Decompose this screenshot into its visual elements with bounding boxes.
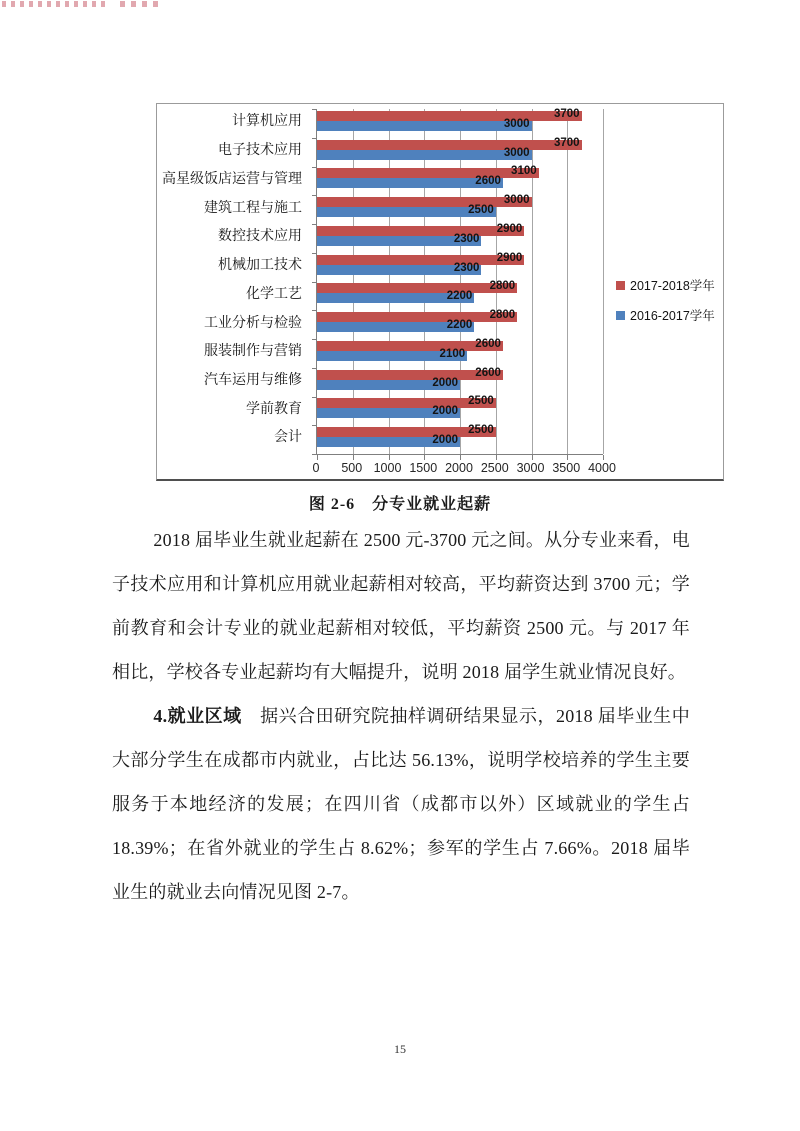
salary-bar <box>317 251 524 265</box>
bar-group <box>317 224 603 253</box>
bar-value-label: 2500 <box>468 204 494 217</box>
paragraph <box>112 694 690 914</box>
x-axis-tick <box>317 455 318 460</box>
bar-group <box>317 195 603 224</box>
watermark-remnant <box>2 1 106 7</box>
y-axis-tick <box>312 310 316 311</box>
category-label: 建筑工程与施工 <box>204 200 302 216</box>
bar-value-label: 2300 <box>453 232 480 245</box>
bar-group <box>317 339 603 368</box>
x-axis-tick <box>603 455 604 460</box>
legend-item <box>616 306 715 324</box>
x-axis <box>312 461 616 477</box>
y-axis-tick <box>312 195 316 196</box>
x-axis-tick <box>424 455 425 460</box>
bar-group <box>317 425 603 454</box>
y-axis-tick <box>312 397 316 398</box>
bar-value-label: 3000 <box>503 194 530 207</box>
salary-bar <box>317 118 532 131</box>
salary-bar <box>317 337 503 351</box>
y-axis-tick <box>312 282 316 283</box>
salary-bar <box>317 280 517 293</box>
y-axis-tick <box>312 224 316 225</box>
bar-group <box>317 253 603 282</box>
bar-group <box>317 368 603 397</box>
x-axis-label: 2500 <box>480 461 509 475</box>
salary-bar <box>317 376 460 390</box>
bar-value-label: 2000 <box>432 434 458 447</box>
bar-value-label: 2500 <box>468 395 494 408</box>
salary-bar <box>317 108 582 121</box>
gridline <box>603 109 604 454</box>
salary-bar <box>317 347 467 361</box>
category-label: 工业分析与检验 <box>204 315 302 331</box>
salary-bar <box>317 204 496 217</box>
bar-value-label: 2600 <box>475 366 501 379</box>
category-label: 数控技术应用 <box>218 229 302 245</box>
bar-value-label: 2500 <box>468 424 494 437</box>
y-axis-tick <box>312 425 316 426</box>
salary-bar <box>317 146 532 160</box>
bar-value-label: 2900 <box>496 222 523 235</box>
salary-bar <box>317 424 496 437</box>
bar-value-label: 2600 <box>475 337 501 350</box>
x-axis-tick <box>353 455 354 460</box>
bar-value-label: 3000 <box>503 118 530 130</box>
category-label: 计算机应用 <box>232 114 302 130</box>
legend-swatch-icon <box>616 281 625 290</box>
page-number: 15 <box>394 1042 406 1056</box>
x-axis-tick <box>567 455 568 460</box>
bar-value-label: 2800 <box>489 280 516 293</box>
category-label: 学前教育 <box>246 401 302 417</box>
x-axis-label: 1500 <box>409 461 438 475</box>
bar-value-label: 2300 <box>453 261 480 274</box>
bar-value-label: 2200 <box>446 290 473 303</box>
category-label: 机械加工技术 <box>218 258 302 274</box>
salary-bar <box>317 290 474 303</box>
paragraph <box>112 518 690 694</box>
bar-value-label: 2100 <box>439 347 466 360</box>
bar-group <box>317 310 603 339</box>
bar-group <box>317 109 603 138</box>
y-axis-tick <box>312 454 316 455</box>
salary-bar <box>317 261 481 275</box>
bar-group <box>317 281 603 310</box>
x-axis-label: 4000 <box>588 461 616 475</box>
legend-label: 2017-2018学年 <box>630 279 715 293</box>
x-axis-tick <box>389 455 390 460</box>
bar-value-label: 2900 <box>496 251 523 264</box>
x-axis-label: 500 <box>341 461 363 475</box>
paragraph-text: 2018 届毕业生就业起薪在 2500 元-3700 元之间。从分专业来看，电子技术应用和计算机应用就业起薪相对较高，平均薪资达到 3700 元；学前教育和会计专业的就业起薪相对较低，平均薪资 2500 元。与 2017 年相比，学校各专业起薪均有大幅提升，说明 2018 届学生就业情况良好。 <box>112 530 690 682</box>
y-axis-tick <box>312 253 316 254</box>
x-axis-label: 3500 <box>552 461 581 475</box>
x-axis-tick <box>532 455 533 460</box>
x-axis-label: 0 <box>312 461 320 475</box>
x-axis-label: 2000 <box>445 461 473 475</box>
bar-value-label: 2000 <box>432 405 458 418</box>
salary-bar <box>317 136 582 150</box>
salary-bar <box>317 175 503 188</box>
salary-bar <box>317 319 474 332</box>
paragraph-heading: 4.就业区域 <box>153 706 242 726</box>
bar-value-label: 3700 <box>553 108 580 120</box>
x-axis-label: 3000 <box>516 461 545 475</box>
salary-bar <box>317 366 503 380</box>
salary-bar <box>317 395 496 408</box>
category-label: 高星级饭店运营与管理 <box>162 171 302 187</box>
bar-value-label: 2600 <box>475 175 501 188</box>
bar-value-label: 2000 <box>432 376 458 389</box>
x-axis-tick <box>496 455 497 460</box>
salary-bar <box>317 309 517 322</box>
bar-value-label: 3100 <box>511 165 537 178</box>
salary-bar <box>317 194 532 207</box>
x-axis-label: 1000 <box>373 461 402 475</box>
body-text <box>112 518 690 914</box>
salary-bar <box>317 165 539 178</box>
category-label: 汽车运用与维修 <box>204 372 302 388</box>
salary-bar <box>317 405 460 418</box>
bar-value-label: 3700 <box>553 136 580 149</box>
bar-chart <box>156 103 724 481</box>
bar-group <box>317 166 603 195</box>
y-axis-tick <box>312 109 316 110</box>
category-label: 化学工艺 <box>246 286 302 302</box>
x-axis-tick <box>460 455 461 460</box>
y-axis-tick <box>312 368 316 369</box>
category-label: 会计 <box>274 430 302 446</box>
bar-value-label: 3000 <box>503 146 530 159</box>
legend-swatch-icon <box>616 311 625 320</box>
plot-area <box>316 109 603 455</box>
salary-bar <box>317 232 481 246</box>
figure-caption: 图 2-6 分专业就业起薪 <box>308 496 492 513</box>
salary-bar <box>317 434 460 447</box>
category-axis <box>159 109 309 454</box>
bar-value-label: 2200 <box>446 319 473 332</box>
bar-group <box>317 138 603 167</box>
salary-bar <box>317 222 524 236</box>
legend-label: 2016-2017学年 <box>630 309 715 323</box>
y-axis-tick <box>312 138 316 139</box>
bar-value-label: 2800 <box>489 309 516 322</box>
chart-legend <box>616 276 715 324</box>
category-label: 服装制作与营销 <box>204 344 302 360</box>
legend-item <box>616 276 715 294</box>
watermark-remnant <box>120 1 162 7</box>
bar-group <box>317 396 603 425</box>
y-axis-tick <box>312 167 316 168</box>
category-label: 电子技术应用 <box>218 143 302 159</box>
y-axis-tick <box>312 339 316 340</box>
paragraph-text: 据兴合田研究院抽样调研结果显示，2018 届毕业生中大部分学生在成都市内就业，占比达 56.13%，说明学校培养的学生主要服务于本地经济的发展；在四川省（成都市以外）区域就业的学生占 18.39%；在省外就业的学生占 8.62%；参军的学生占 7.66%。2018 届毕业生的就业去向情况见图 2-7。 <box>112 706 690 902</box>
